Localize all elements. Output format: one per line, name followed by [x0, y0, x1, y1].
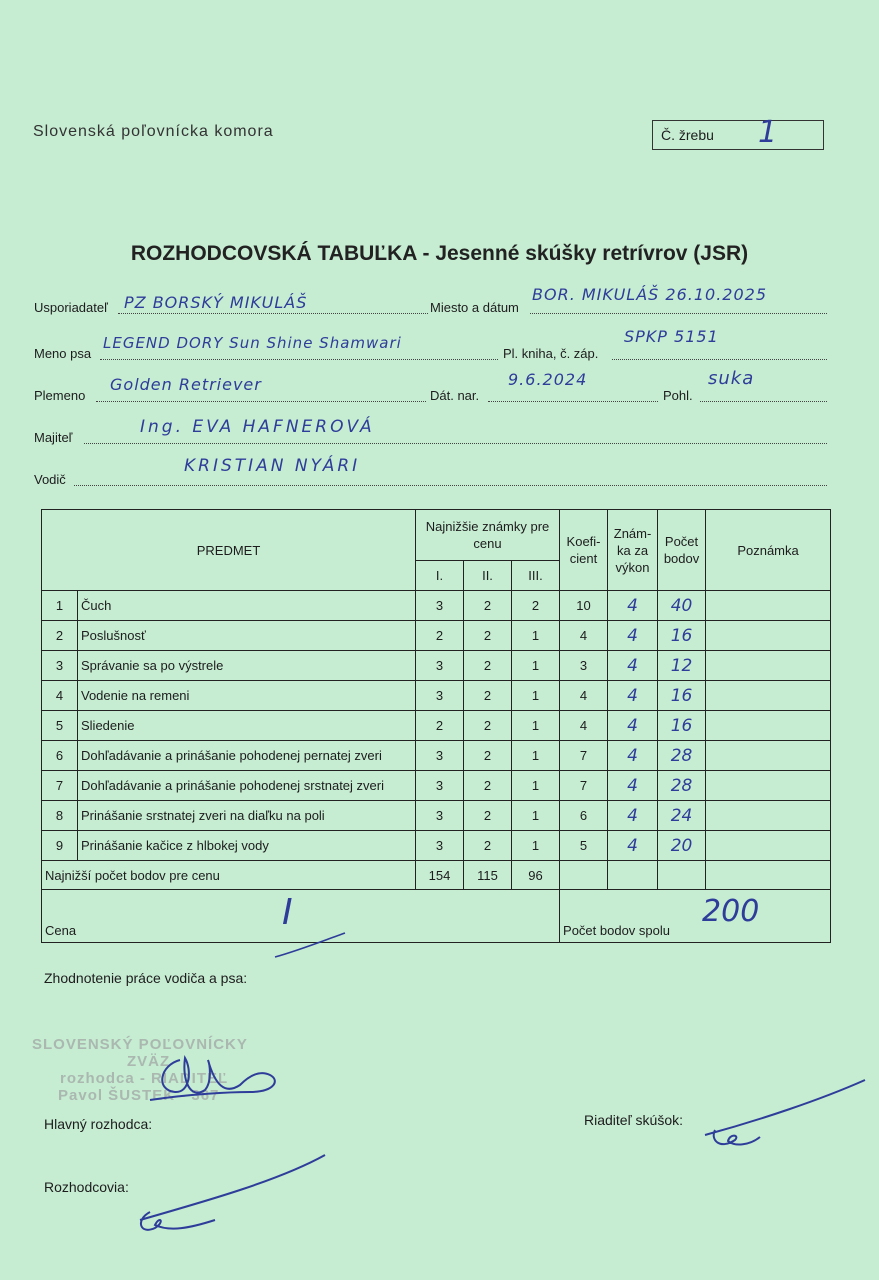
row-points: 40	[658, 591, 706, 621]
min-points-i: 154	[416, 861, 464, 890]
row-min-iii: 1	[512, 801, 560, 831]
empty-cell	[658, 861, 706, 890]
breed-label: Plemeno	[34, 388, 86, 403]
table-row	[42, 681, 831, 711]
organization-name: Slovenská poľovnícka komora	[33, 123, 274, 140]
row-min-ii: 2	[464, 831, 512, 861]
prize-label: Cena	[45, 923, 77, 938]
row-min-i: 3	[416, 771, 464, 801]
row-coefficient: 4	[560, 711, 608, 741]
draw-number-label: Č. žrebu	[661, 127, 714, 143]
evaluation-label: Zhodnotenie práce vodiča a psa:	[44, 970, 248, 986]
place-date-label: Miesto a dátum	[430, 300, 519, 315]
row-grade: 4	[608, 591, 658, 621]
judges-signature	[130, 1150, 330, 1240]
birth-date-label: Dát. nar.	[430, 388, 480, 403]
row-min-ii: 2	[464, 771, 512, 801]
table-row	[42, 621, 831, 651]
row-points: 20	[658, 831, 706, 861]
row-grade: 4	[608, 771, 658, 801]
col-coef-header: Koefi-cient	[560, 510, 608, 591]
row-note	[706, 651, 831, 681]
row-coefficient: 7	[560, 741, 608, 771]
row-grade: 4	[608, 681, 658, 711]
row-number: 6	[42, 741, 78, 771]
min-points-iii: 96	[512, 861, 560, 890]
col-grade-header: Znám-ka za výkon	[608, 510, 658, 591]
row-min-ii: 2	[464, 591, 512, 621]
row-number: 7	[42, 771, 78, 801]
studbook-label: Pl. kniha, č. záp.	[503, 346, 599, 361]
row-number: 5	[42, 711, 78, 741]
grading-table	[41, 509, 831, 943]
row-min-i: 3	[416, 831, 464, 861]
row-min-ii: 2	[464, 621, 512, 651]
row-note	[706, 621, 831, 651]
row-number: 1	[42, 591, 78, 621]
row-min-i: 3	[416, 801, 464, 831]
row-grade: 4	[608, 831, 658, 861]
row-min-iii: 1	[512, 771, 560, 801]
table-row	[42, 801, 831, 831]
organizer-line	[118, 313, 428, 314]
row-subject: Dohľadávanie a prinášanie pohodenej pernatej zveri	[78, 741, 416, 771]
row-min-i: 3	[416, 681, 464, 711]
dog-name-value: LEGEND DORY Sun Shine Shamwari	[103, 334, 402, 352]
breed-value: Golden Retriever	[110, 375, 262, 394]
chief-judge-signature	[130, 1030, 300, 1110]
row-grade: 4	[608, 621, 658, 651]
row-coefficient: 4	[560, 621, 608, 651]
row-min-i: 3	[416, 741, 464, 771]
dog-name-label: Meno psa	[34, 346, 92, 361]
row-number: 4	[42, 681, 78, 711]
row-min-ii: 2	[464, 801, 512, 831]
row-min-iii: 1	[512, 741, 560, 771]
director-label: Riaditeľ skúšok:	[584, 1112, 684, 1128]
row-grade: 4	[608, 741, 658, 771]
row-subject: Dohľadávanie a prinášanie pohodenej srstnatej zveri	[78, 771, 416, 801]
row-coefficient: 4	[560, 681, 608, 711]
row-min-i: 2	[416, 621, 464, 651]
stamp-line: rozhodca - RIADITEĽ	[60, 1070, 229, 1087]
table-row	[42, 741, 831, 771]
row-min-ii: 2	[464, 741, 512, 771]
empty-cell	[706, 861, 831, 890]
row-min-iii: 1	[512, 831, 560, 861]
director-signature	[700, 1075, 870, 1155]
place-date-line	[530, 313, 827, 314]
table-row	[42, 651, 831, 681]
handler-label: Vodič	[34, 472, 66, 487]
row-note	[706, 831, 831, 861]
row-points: 12	[658, 651, 706, 681]
min-points-label: Najnižší počet bodov pre cenu	[42, 861, 416, 890]
organizer-label: Usporiadateľ	[34, 300, 108, 315]
row-min-ii: 2	[464, 681, 512, 711]
row-min-iii: 1	[512, 711, 560, 741]
row-coefficient: 6	[560, 801, 608, 831]
chief-judge-label: Hlavný rozhodca:	[44, 1116, 153, 1132]
row-subject: Prinášanie srstnatej zveri na diaľku na poli	[78, 801, 416, 831]
total-cell	[560, 890, 831, 943]
row-min-iii: 2	[512, 591, 560, 621]
empty-cell	[560, 861, 608, 890]
breed-line	[96, 401, 426, 402]
total-label: Počet bodov spolu	[563, 923, 670, 938]
col-min-grades-header: Najnižšie známky pre cenu	[416, 510, 560, 561]
row-note	[706, 681, 831, 711]
stamp-line: Pavol ŠUSTEK - 367	[58, 1087, 220, 1104]
total-value: 200	[702, 894, 760, 929]
row-subject: Vodenie na remeni	[78, 681, 416, 711]
table-row	[42, 711, 831, 741]
row-points: 16	[658, 711, 706, 741]
row-subject: Čuch	[78, 591, 416, 621]
col-subject-header: PREDMET	[42, 510, 416, 591]
handler-line	[74, 485, 827, 486]
owner-line	[84, 443, 827, 444]
col-points-header: Počet bodov	[658, 510, 706, 591]
row-number: 3	[42, 651, 78, 681]
row-min-iii: 1	[512, 681, 560, 711]
prize-underline	[270, 905, 350, 965]
row-coefficient: 7	[560, 771, 608, 801]
studbook-line	[612, 359, 827, 360]
place-date-value: BOR. MIKULÁŠ 26.10.2025	[532, 285, 768, 304]
stamp-line: SLOVENSKÝ POĽOVNÍCKY	[32, 1036, 248, 1053]
row-points: 28	[658, 771, 706, 801]
row-note	[706, 801, 831, 831]
row-points: 28	[658, 741, 706, 771]
row-min-iii: 1	[512, 621, 560, 651]
row-points: 16	[658, 621, 706, 651]
sex-line	[700, 401, 827, 402]
row-min-ii: 2	[464, 651, 512, 681]
owner-value: Ing. EVA HAFNEROVÁ	[140, 417, 375, 437]
row-note	[706, 771, 831, 801]
row-subject: Sliedenie	[78, 711, 416, 741]
row-points: 24	[658, 801, 706, 831]
draw-number-box	[652, 115, 824, 150]
row-number: 2	[42, 621, 78, 651]
studbook-value: SPKP 5151	[624, 327, 719, 346]
row-number: 8	[42, 801, 78, 831]
table-row	[42, 591, 831, 621]
sex-value: suka	[708, 368, 755, 389]
row-note	[706, 741, 831, 771]
row-points: 16	[658, 681, 706, 711]
birth-date-value: 9.6.2024	[508, 370, 588, 389]
table-row	[42, 831, 831, 861]
min-points-ii: 115	[464, 861, 512, 890]
judges-label: Rozhodcovia:	[44, 1179, 129, 1195]
row-min-iii: 1	[512, 651, 560, 681]
empty-cell	[608, 861, 658, 890]
birth-date-line	[488, 401, 658, 402]
stamp-line: ZVÄZ	[127, 1053, 171, 1070]
row-min-ii: 2	[464, 711, 512, 741]
col-iii-header: III.	[512, 561, 560, 591]
row-note	[706, 711, 831, 741]
sex-label: Pohl.	[663, 388, 693, 403]
row-coefficient: 3	[560, 651, 608, 681]
owner-label: Majiteľ	[34, 430, 73, 445]
organizer-value: PZ BORSKÝ MIKULÁŠ	[124, 293, 308, 312]
draw-number-value: 1	[758, 115, 778, 150]
row-coefficient: 5	[560, 831, 608, 861]
row-subject: Poslušnosť	[78, 621, 416, 651]
row-grade: 4	[608, 651, 658, 681]
row-grade: 4	[608, 801, 658, 831]
row-number: 9	[42, 831, 78, 861]
row-min-i: 3	[416, 591, 464, 621]
row-grade: 4	[608, 711, 658, 741]
row-subject: Prinášanie kačice z hlbokej vody	[78, 831, 416, 861]
col-ii-header: II.	[464, 561, 512, 591]
prize-value: I	[282, 892, 293, 933]
form-title: ROZHODCOVSKÁ TABUĽKA - Jesenné skúšky retrívrov (JSR)	[130, 242, 749, 265]
col-note-header: Poznámka	[706, 510, 831, 591]
row-coefficient: 10	[560, 591, 608, 621]
table-row	[42, 771, 831, 801]
col-i-header: I.	[416, 561, 464, 591]
handler-value: KRISTIAN NYÁRI	[184, 456, 361, 476]
row-subject: Správanie sa po výstrele	[78, 651, 416, 681]
dog-name-line	[100, 359, 498, 360]
row-min-i: 3	[416, 651, 464, 681]
row-note	[706, 591, 831, 621]
row-min-i: 2	[416, 711, 464, 741]
